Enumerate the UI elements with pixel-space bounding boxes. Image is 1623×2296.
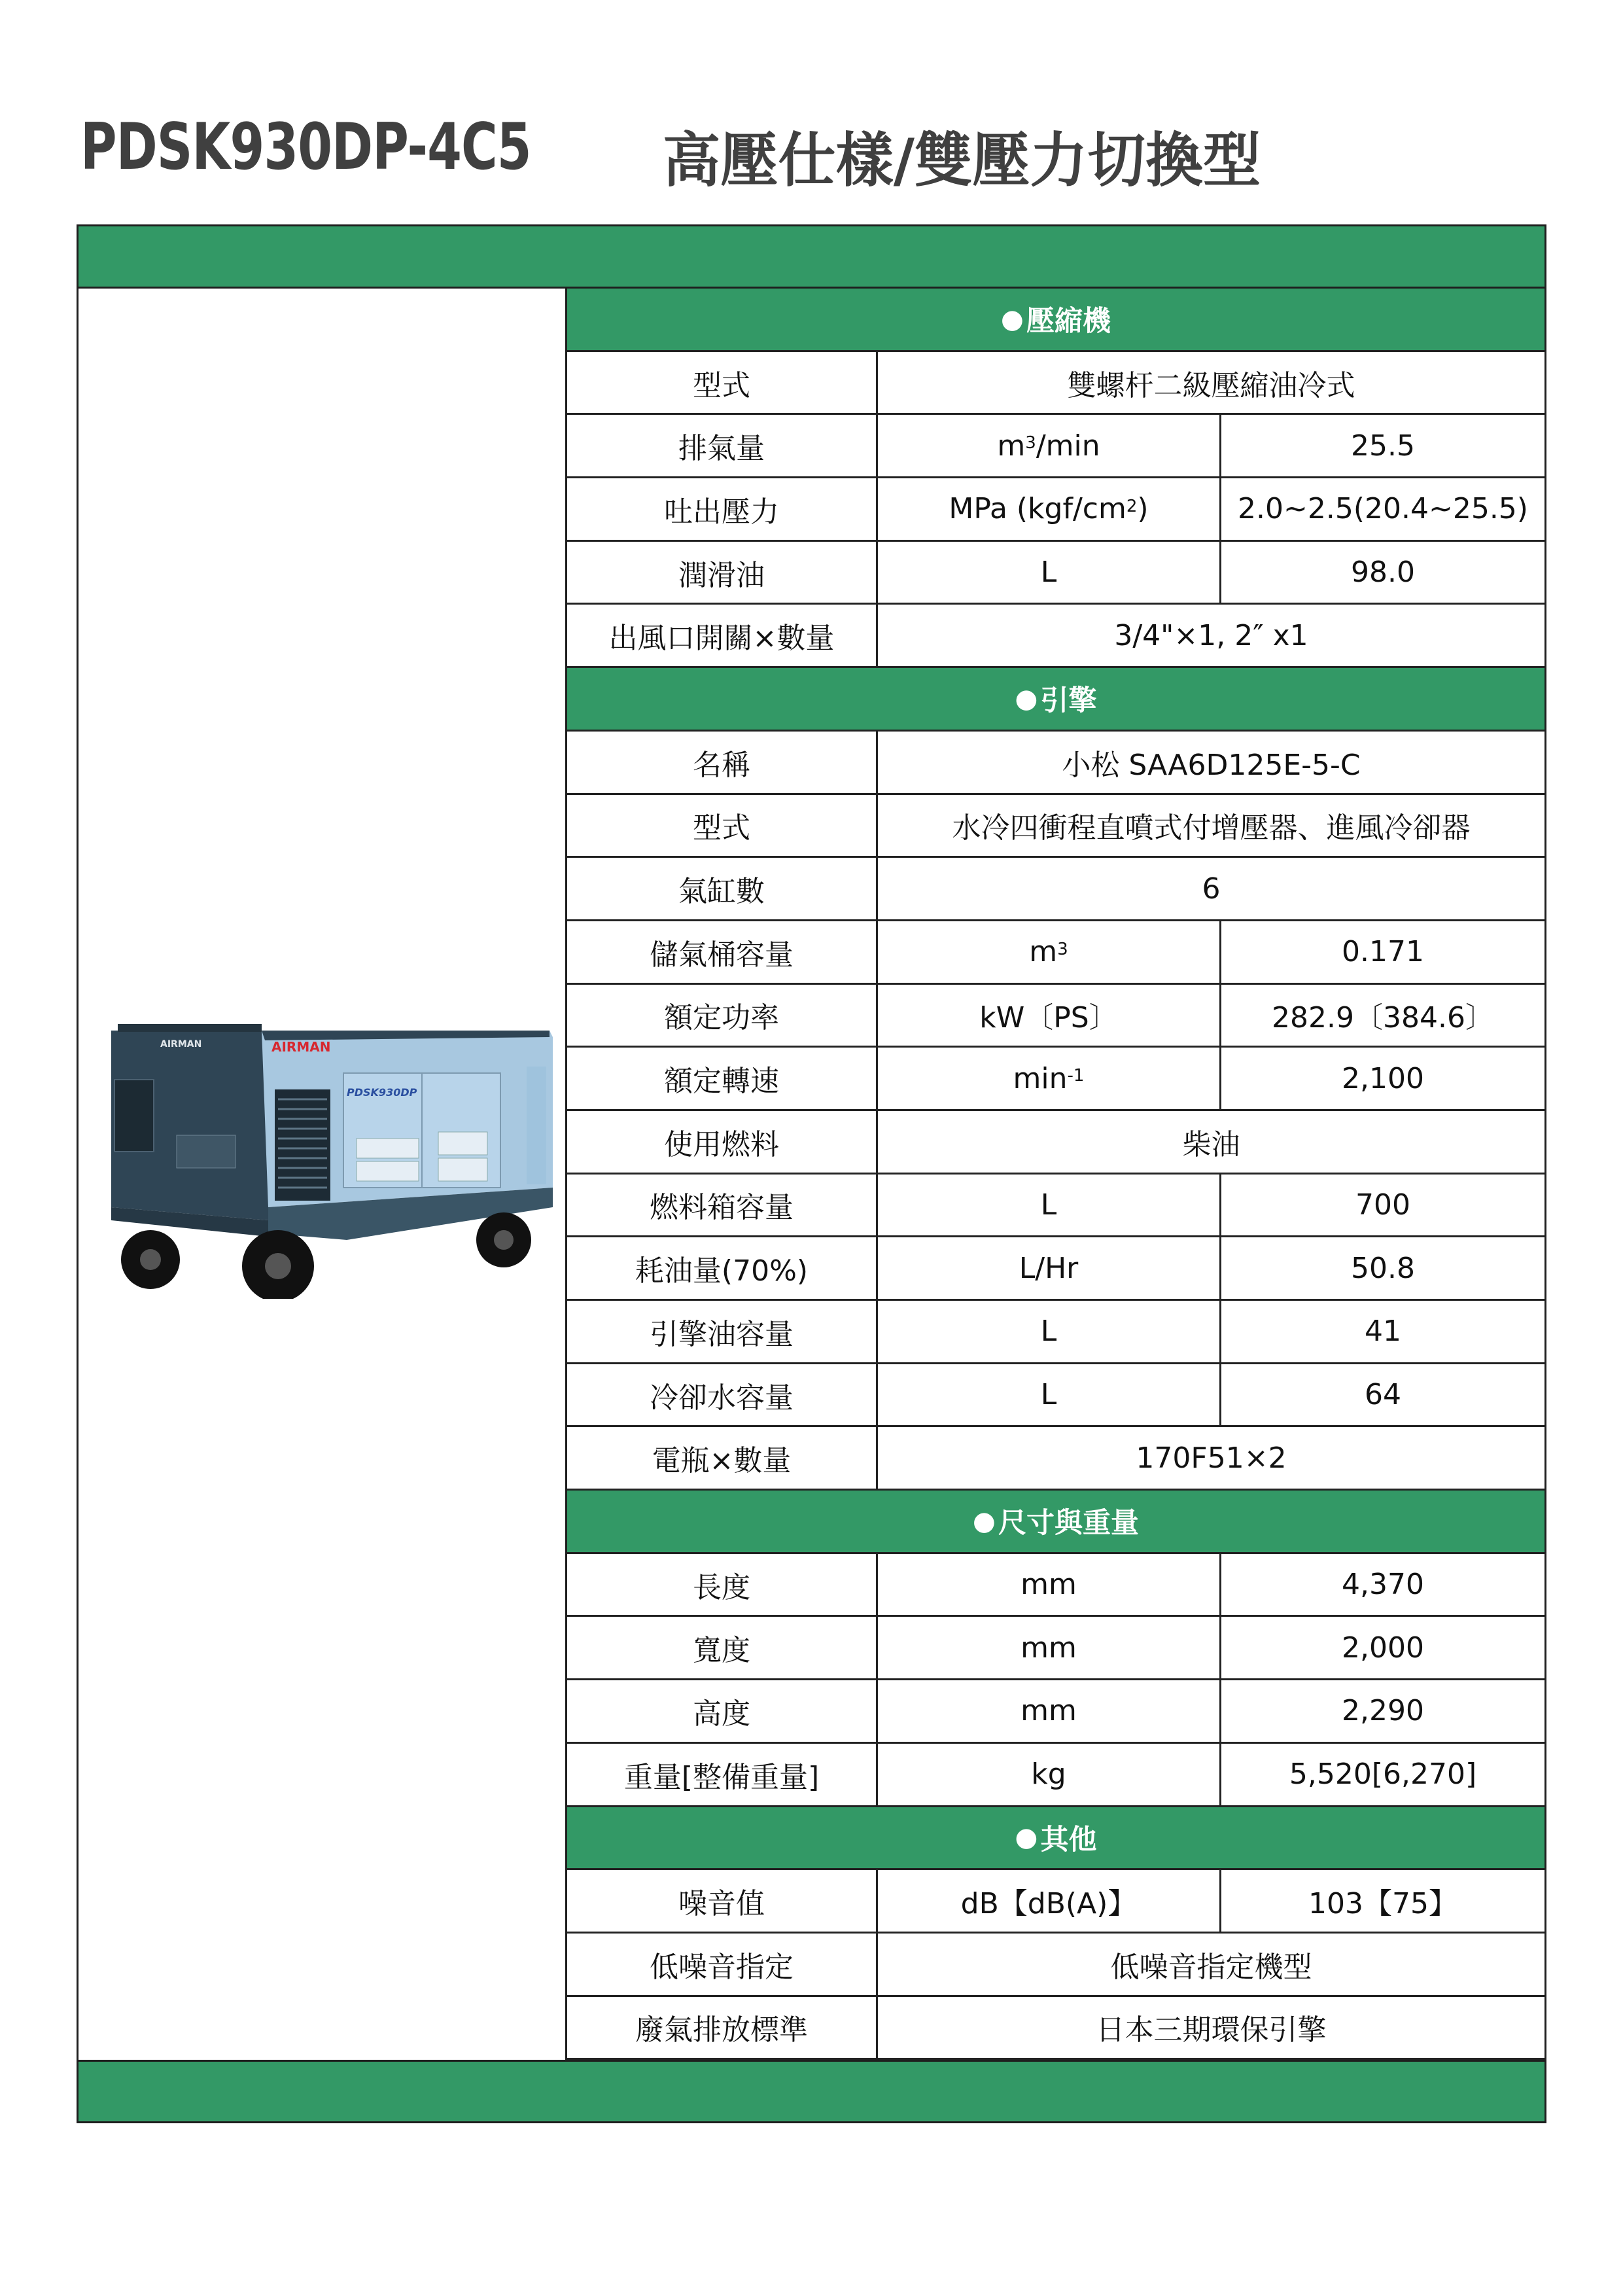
- row-value: 282.9〔384.6〕: [1272, 1001, 1494, 1035]
- section-title: 尺寸與重量: [998, 1507, 1139, 1540]
- bullet-icon: ●: [973, 1506, 996, 1536]
- section-header-dimensions: [567, 1491, 1546, 1554]
- row-label: 儲氣桶容量: [567, 921, 878, 983]
- row-value: 雙螺杆二級壓縮油冷式: [1067, 368, 1355, 402]
- row-value: 低噪音指定機型: [1110, 1950, 1312, 1984]
- row-label: 型式: [567, 795, 878, 857]
- spec-table: [567, 289, 1546, 2060]
- table-row: [567, 1680, 1546, 1744]
- row-label: 型式: [567, 352, 878, 414]
- row-label: 低噪音指定: [567, 1934, 878, 1995]
- row-unit: L/Hr: [878, 1237, 1221, 1299]
- table-row: [567, 1427, 1546, 1491]
- table-row: [567, 605, 1546, 668]
- table-row: [567, 1870, 1546, 1934]
- table-row: [567, 1364, 1546, 1428]
- row-label: 額定功率: [567, 985, 878, 1046]
- svg-text:AIRMAN: AIRMAN: [160, 1039, 202, 1050]
- row-value: 2,000: [1342, 1631, 1424, 1665]
- row-label: 高度: [567, 1680, 878, 1742]
- section-header-compressor: [567, 289, 1546, 352]
- row-unit: L: [878, 1364, 1221, 1426]
- row-unit: m $^3$: [878, 921, 1221, 983]
- row-label: 吐出壓力: [567, 478, 878, 540]
- row-value: 41: [1365, 1315, 1401, 1349]
- row-value: 3/4"×1, 2″ x1: [1114, 618, 1308, 652]
- row-unit: kg: [878, 1744, 1221, 1805]
- section-title: 壓縮機: [1026, 305, 1111, 338]
- row-unit: kW〔PS〕: [878, 985, 1221, 1046]
- table-row: [567, 352, 1546, 415]
- table-row: [567, 1554, 1546, 1617]
- table-row: [567, 1111, 1546, 1174]
- row-value: 2,100: [1342, 1061, 1424, 1095]
- row-value: 103【75】: [1308, 1887, 1457, 1921]
- table-row: [567, 1301, 1546, 1364]
- row-label: 使用燃料: [567, 1111, 878, 1173]
- row-label: 額定轉速: [567, 1048, 878, 1109]
- row-value: 25.5: [1351, 429, 1415, 463]
- table-row: [567, 415, 1546, 478]
- table-row: [567, 921, 1546, 985]
- row-value: 日本三期環保引擎: [1096, 2013, 1327, 2047]
- table-row: [567, 732, 1546, 795]
- row-unit: L: [878, 542, 1221, 603]
- section-title: 引擎: [1040, 684, 1097, 718]
- row-unit: mm: [878, 1680, 1221, 1742]
- row-label: 長度: [567, 1554, 878, 1616]
- row-label: 電瓶×數量: [567, 1427, 878, 1489]
- table-row: [567, 985, 1546, 1048]
- row-value: 0.171: [1342, 935, 1424, 969]
- row-label: 出風口開關×數量: [567, 605, 878, 666]
- row-value: 5,520[6,270]: [1289, 1757, 1477, 1792]
- table-row: [567, 542, 1546, 605]
- table-row: [567, 1237, 1546, 1301]
- row-value: 水冷四衝程直噴式付增壓器、進風冷卻器: [952, 811, 1471, 845]
- bullet-icon: ●: [1001, 304, 1024, 334]
- table-row: [567, 858, 1546, 921]
- top-green-bar: [77, 224, 1546, 289]
- row-value: 50.8: [1351, 1251, 1415, 1285]
- row-label: 引擎油容量: [567, 1301, 878, 1362]
- row-value: 4,370: [1342, 1568, 1424, 1602]
- bullet-icon: ●: [1015, 1822, 1038, 1853]
- row-label: 氣缸數: [567, 858, 878, 919]
- row-value: 98.0: [1351, 556, 1415, 590]
- section-header-other: [567, 1807, 1546, 1871]
- row-label: 冷卻水容量: [567, 1364, 878, 1426]
- table-row: [567, 478, 1546, 542]
- row-value: 700: [1355, 1188, 1410, 1222]
- row-unit: mm: [878, 1554, 1221, 1616]
- bullet-icon: ●: [1015, 683, 1038, 714]
- bottom-green-bar: [77, 2060, 1546, 2123]
- table-row: [567, 1174, 1546, 1238]
- section-title: 其他: [1040, 1823, 1097, 1856]
- row-label: 廢氣排放標準: [567, 1997, 878, 2058]
- row-value: 170F51×2: [1136, 1441, 1287, 1475]
- row-unit: m $^3$ /min: [878, 415, 1221, 476]
- table-row: [567, 1934, 1546, 1997]
- row-label: 潤滑油: [567, 542, 878, 603]
- model-description: 高壓仕樣/雙壓力切換型: [663, 126, 1261, 195]
- table-row: [567, 1048, 1546, 1111]
- row-value: 64: [1365, 1378, 1401, 1412]
- row-label: 噪音值: [567, 1870, 878, 1932]
- model-number: PDSK930DP-4C5: [80, 110, 531, 185]
- svg-text:PDSK930DP: PDSK930DP: [347, 1086, 417, 1099]
- section-header-engine: [567, 668, 1546, 732]
- row-label: 耗油量(70%): [567, 1237, 878, 1299]
- row-unit: L: [878, 1174, 1221, 1236]
- row-unit: L: [878, 1301, 1221, 1362]
- table-row: [567, 1744, 1546, 1807]
- row-value: 2.0~2.5(20.4~25.5): [1238, 492, 1528, 526]
- row-label: 排氣量: [567, 415, 878, 476]
- air-compressor-image: [98, 1011, 556, 1299]
- row-unit: dB【dB(A)】: [878, 1870, 1221, 1932]
- row-value: 柴油: [1182, 1127, 1240, 1161]
- table-row: [567, 1997, 1546, 2060]
- row-label: 燃料箱容量: [567, 1174, 878, 1236]
- table-row: [567, 795, 1546, 858]
- row-unit: min $^{-1}$: [878, 1048, 1221, 1109]
- row-label: 名稱: [567, 732, 878, 793]
- row-label: 寬度: [567, 1617, 878, 1678]
- row-value: 6: [1202, 872, 1221, 906]
- table-row: [567, 1617, 1546, 1680]
- brand-label: AIRMAN: [271, 1039, 331, 1055]
- row-unit: MPa (kgf/cm $^2$ ): [878, 478, 1221, 540]
- row-unit: mm: [878, 1617, 1221, 1678]
- row-value: 2,290: [1342, 1694, 1424, 1728]
- row-label: 重量[整備重量]: [567, 1744, 878, 1805]
- row-value: 小松 SAA6D125E-5-C: [1062, 748, 1361, 782]
